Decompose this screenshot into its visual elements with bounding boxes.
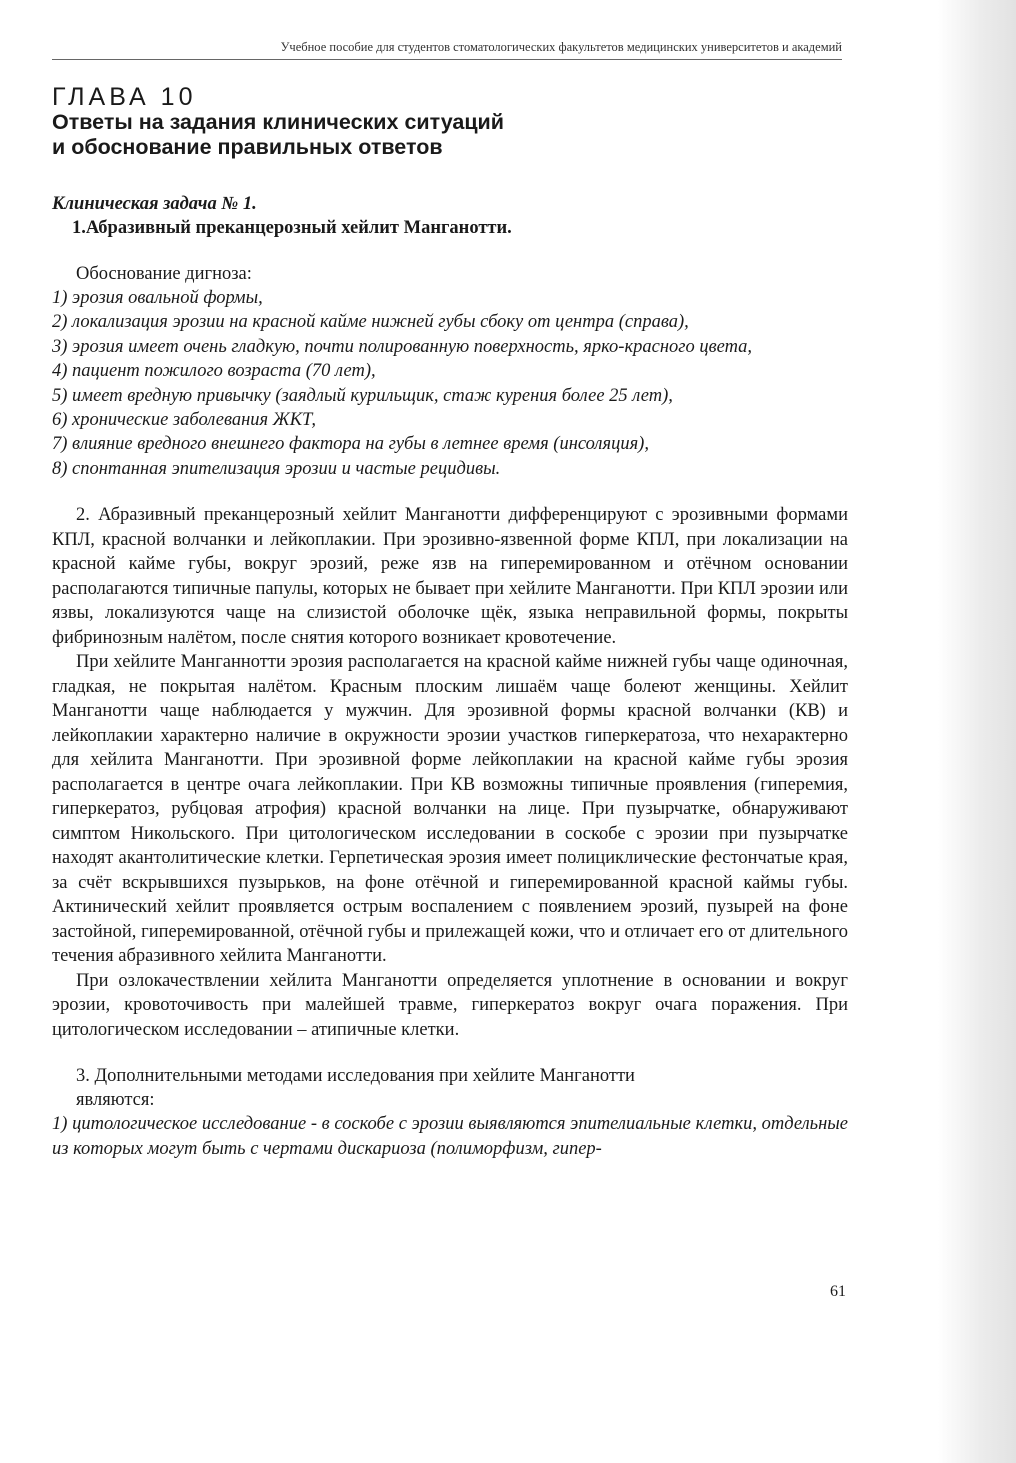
differential-paragraph-3: При озлокачествлении хейлита Манганотти определяется уплотнение в основании и вокруг эрозии, кровоточивость при малейшей травме, гиперкератоз вокруг очага поражения. При цитологическом исследовании – атипичные клетки.	[52, 970, 848, 1040]
methods-heading-line1: 3. Дополнительными методами исследования при хейлите Манганотти	[76, 1066, 635, 1087]
methods-item-1: 1) цитологическое исследование - в соскобе с эрозии выявляются эпителиальные клетки, отдельные из которых могут быть с чертами дискариоза (полиморфизм, гипер-	[52, 1114, 848, 1159]
methods-heading-line2: являются:	[76, 1090, 155, 1111]
list-item: 6) хронические заболевания ЖКТ,	[52, 410, 317, 431]
differential-paragraph-2: При хейлите Манганнотти эрозия располагается на красной кайме нижней губы чаще одиночная, гладкая, не покрытая налётом. Красным плоским лишаём чаще болеют женщины. Хейлит Манганотти чаще наблюдается у мужчин. Для эрозивной формы красной волчанки (КВ) и лейкоплакии характерно наличие в окружности эрозии участков гиперкератоза, что нехарактерно для хейлита Манганотти. При эрозивной форме лейкоплакии на красной кайме губы эрозия располагается в центре очага лейкоплакии. При КВ возможны типичные проявления (гиперемия, гиперкератоз, рубцовая атрофия) красной волчанки на лице. При пузырчатке, обнаруживают симптом Никольского. При цитологическом исследовании в соскобе с эрозии при пузырчатке находят акантолитические клетки. Герпетическая эрозия имеет полициклические фестончатые края, за счёт вскрывшихся пузырьков, на фоне отёчной и гиперемированной красной каймы губы. Актинический хейлит проявляется острым воспалением с появлением эрозий, пузырей на фоне застойной, гиперемированной, отёчной губы и прилежащей кожи, что и отличает его от длительного течения абразивного хейлита Манганотти.	[52, 652, 848, 967]
page-content	[52, 84, 848, 1161]
page-number: 61	[830, 1283, 846, 1300]
list-item: 4) пациент пожилого возраста (70 лет),	[52, 361, 376, 382]
running-header: Учебное пособие для студентов стоматологических факультетов медицинских университетов и академий	[52, 40, 842, 60]
list-item: 2) локализация эрозии на красной кайме нижней губы сбоку от центра (справа),	[52, 312, 689, 333]
page-edge-shadow	[938, 0, 1016, 1463]
list-item: 1) эрозия овальной формы,	[52, 288, 263, 308]
list-item: 3) эрозия имеет очень гладкую, почти полированную поверхность, ярко-красного цвета,	[52, 336, 753, 357]
list-item: 5) имеет вредную привычку (заядлый курильщик, стаж курения более 25 лет),	[52, 385, 673, 406]
chapter-title-line2: и обоснование правильных ответов	[52, 135, 443, 159]
answer-1: 1.Абразивный преканцерозный хейлит Манганотти.	[72, 218, 512, 238]
list-item: 7) влияние вредного внешнего фактора на губы в летнее время (инсоляция),	[52, 434, 649, 455]
chapter-title-line1: Ответы на задания клинических ситуаций	[52, 110, 504, 134]
justification-list	[52, 286, 848, 481]
justification-heading: Обоснование дигноза:	[76, 264, 252, 284]
chapter-label: ГЛАВА 10	[52, 83, 197, 111]
differential-paragraph-1: 2. Абразивный преканцерозный хейлит Манганотти дифференцируют с эрозивными формами КПЛ, красной волчанки и лейкоплакии. При эрозивно-язвенной форме КПЛ, при локализации на красной кайме губы, вокруг эрозий, реже язв на гиперемированном и отёчном основании располагаются типичные папулы, которых не бывает при хейлите Манганотти. При КПЛ эрозии или язвы, локализуются чаще на слизистой оболочке щёк, языка неправильной формы, покрыты фибринозным налётом, после снятия которого возникает кровотечение.	[52, 505, 848, 648]
task-title: Клиническая задача № 1.	[52, 194, 257, 214]
list-item: 8) спонтанная эпителизация эрозии и частые рецидивы.	[52, 458, 501, 479]
